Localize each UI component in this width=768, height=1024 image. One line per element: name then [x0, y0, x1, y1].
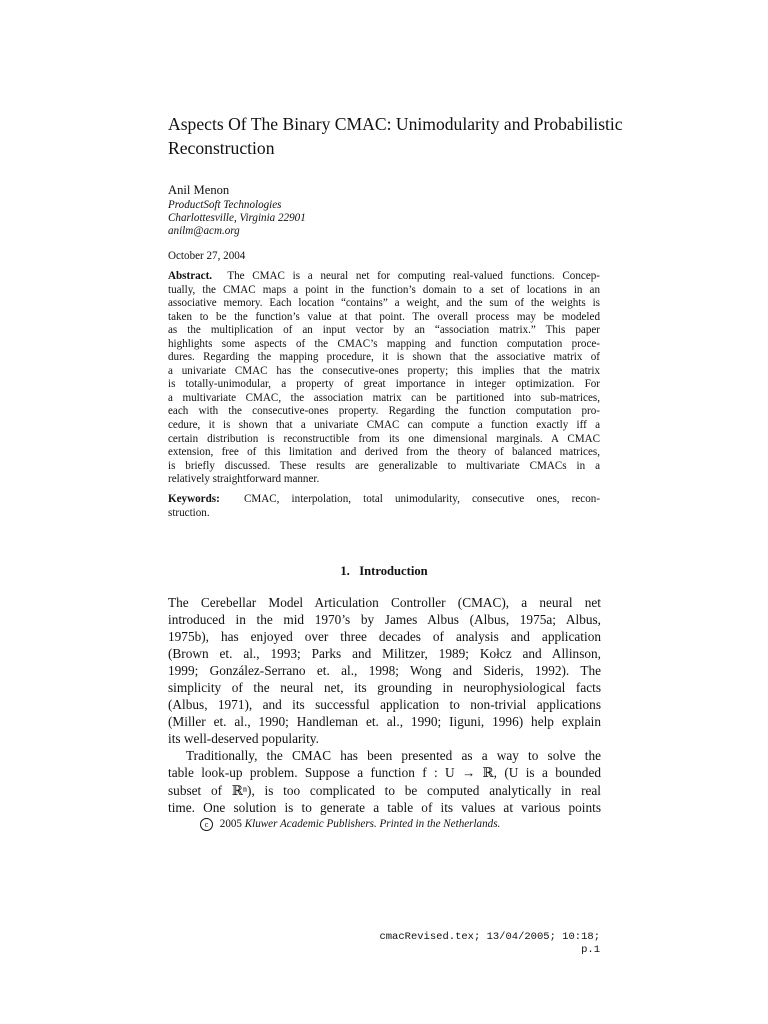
- author-email: anilm@acm.org: [168, 225, 240, 237]
- author-name: Anil Menon: [168, 183, 230, 197]
- intro-line: (Miller et. al., 1990; Handleman et. al., 1990; Iiguni, 1996) help explain: [168, 714, 601, 730]
- intro-line: The Cerebellar Model Articulation Controller (CMAC), a neural net: [168, 595, 601, 610]
- intro-line: its well-deserved popularity.: [168, 731, 319, 747]
- abstract-line: relatively straightforward manner.: [168, 473, 320, 486]
- abstract-line: cedure, it is shown that a univariate CMAC can compute a function exactly iff a: [168, 419, 600, 432]
- abstract-line: dures. Regarding the mapping procedure, it is shown that the associative matrix of: [168, 351, 600, 364]
- title-line-1: Aspects Of The Binary CMAC: Unimodularity and Probabilistic: [168, 114, 623, 134]
- introduction-body: [168, 594, 601, 816]
- affiliation-company: ProductSoft Technologies: [168, 199, 282, 211]
- keywords: [168, 493, 600, 520]
- abstract-line: a multivariate CMAC, the association matrix can be partitioned into sub-matrices,: [168, 391, 600, 404]
- intro-line: 1975b), has enjoyed over three decades of analysis and application: [168, 629, 601, 645]
- abstract-line: associative memory. Each location “contains” a weight, and the sum of the weights is: [168, 297, 600, 310]
- abstract-line: [168, 270, 600, 284]
- page-footer: cmacRevised.tex; 13/04/2005; 10:18; p.1: [379, 931, 600, 956]
- copyright-publisher: Kluwer Academic Publishers. Printed in the Netherlands.: [244, 818, 501, 830]
- abstract: [168, 270, 600, 487]
- paper-date: October 27, 2004: [168, 250, 246, 262]
- title-line-2: Reconstruction: [168, 138, 275, 158]
- abstract-line: tually, the CMAC maps a point in the function’s domain to a set of locations in an: [168, 283, 600, 296]
- abstract-line: each with the consecutive-ones property. Regarding the function computation pro-: [168, 405, 600, 418]
- keywords-line: struction.: [168, 506, 210, 519]
- abstract-line: a univariate CMAC has the consecutive-ones property; this implies that the matrix: [168, 364, 600, 377]
- keywords-text: CMAC, interpolation, total unimodularity, consecutive ones, recon-: [244, 493, 601, 505]
- affiliation-address: Charlottesville, Virginia 22901: [168, 212, 306, 224]
- abstract-line: extension, free of this limitation and derived from the theory of balanced matrices,: [168, 446, 600, 459]
- intro-line: (Albus, 1971), and its successful application to non-trivial applications: [168, 697, 601, 713]
- copyright-icon: c: [200, 818, 213, 831]
- abstract-line: is briefly discussed. These results are generalizable to multivariate CMACs in a: [168, 459, 600, 472]
- abstract-line: certain distribution is reconstructible from its one dimensional marginals. A CMAC: [168, 432, 600, 445]
- abstract-text: The CMAC is a neural net for computing real-valued functions. Concep-: [227, 270, 600, 282]
- intro-line: (Brown et. al., 1993; Parks and Militzer, 1989; Kołcz and Allinson,: [168, 646, 601, 662]
- keywords-label: Keywords:: [168, 493, 220, 505]
- intro-line: simplicity of the neural net, its grounding in neurophysiological facts: [168, 680, 601, 696]
- intro-para2-line: Traditionally, the CMAC has been presented as a way to solve the: [186, 748, 601, 764]
- abstract-line: highlights some aspects of the CMAC’s mapping and function computation proce-: [168, 337, 600, 350]
- intro-line: 1999; González-Serrano et. al., 1998; Wong and Sideris, 1992). The: [168, 663, 601, 679]
- abstract-line: taken to be the function’s value at that point. The overall process may be modeled: [168, 310, 600, 323]
- author-block: [168, 182, 608, 238]
- intro-line: introduced in the mid 1970’s by James Albus (Albus, 1975a; Albus,: [168, 612, 601, 628]
- paper-title: [168, 112, 688, 160]
- copyright-year: 2005: [219, 818, 242, 830]
- intro-para2-line: time. One solution is to generate a table of its values at various points: [168, 799, 601, 815]
- abstract-line: is totally-unimodular, a property of great importance in integer optimization. For: [168, 378, 600, 391]
- intro-para2-line: subset of ℝⁿ), is too complicated to be computed analytically in real: [168, 782, 601, 798]
- section-heading: 1. Introduction: [340, 564, 428, 578]
- intro-para2-line: table look-up problem. Suppose a function f : U → ℝ, (U is a bounded: [168, 765, 601, 781]
- keywords-line: [168, 493, 600, 507]
- abstract-line: as the multiplication of an input vector by an “association matrix.” This paper: [168, 324, 600, 337]
- copyright-notice: [200, 817, 600, 831]
- abstract-label: Abstract.: [168, 270, 213, 282]
